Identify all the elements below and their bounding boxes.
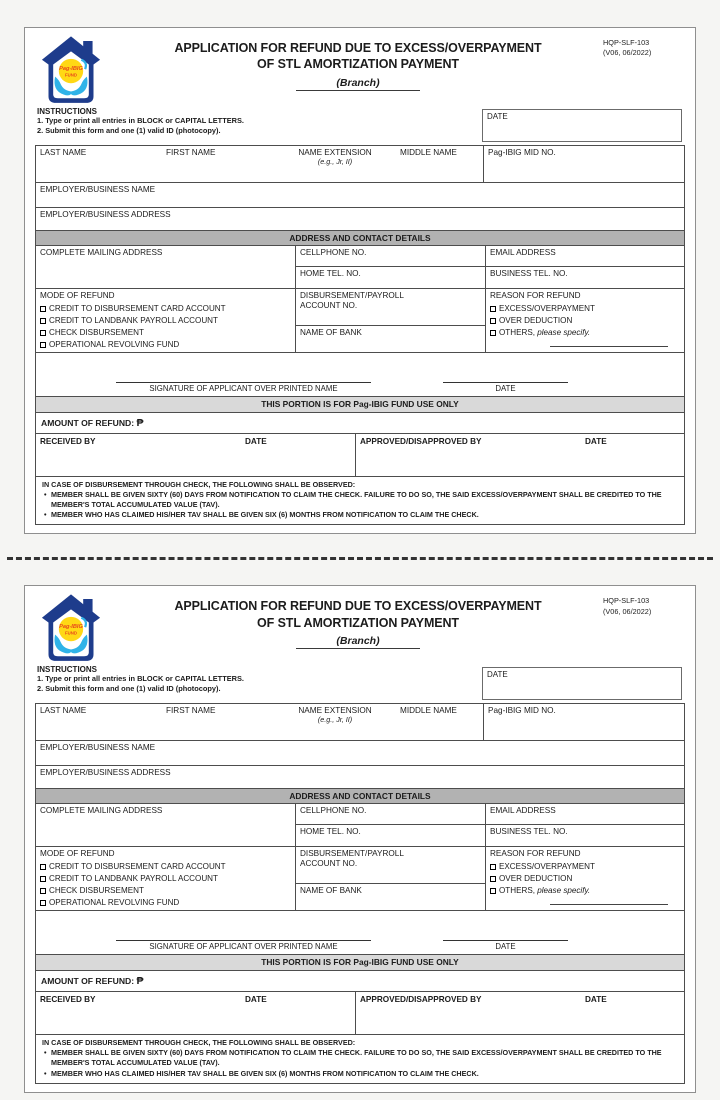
name-fields <box>36 146 483 182</box>
disbursement-account-label: DISBURSEMENT/PAYROLL ACCOUNT NO. <box>300 291 404 310</box>
form-code-version: (V06, 06/2022) <box>603 48 652 58</box>
mid-no-label: Pag-IBIG MID NO. <box>488 148 556 157</box>
form-header <box>35 593 685 664</box>
mailing-address-cell <box>36 246 295 288</box>
mode-option-check-disbursement: CHECK DISBURSEMENT <box>36 885 295 897</box>
approved-date-label: DATE <box>585 995 607 1005</box>
email-cell <box>485 246 684 288</box>
checkbox-icon <box>40 318 46 324</box>
check-notes <box>36 1034 684 1082</box>
received-cell <box>36 992 355 1034</box>
signature-row <box>36 352 684 396</box>
reason-option-others: OTHERS, please specify. <box>486 885 684 897</box>
mailing-address-label: COMPLETE MAILING ADDRESS <box>40 248 163 257</box>
peso-sign: ₱ <box>136 417 144 429</box>
contact-row <box>36 245 684 288</box>
form-title-line1: APPLICATION FOR REFUND DUE TO EXCESS/OVERPAYMENT <box>174 599 542 614</box>
note-item-2: • MEMBER WHO HAS CLAIMED HIS/HER TAV SHALL BE GIVEN SIX (6) MONTHS FROM NOTIFICATION TO CLAIM THE CHECK. <box>42 1069 678 1079</box>
form-card <box>24 585 696 1092</box>
cut-line <box>7 557 713 560</box>
signature-field <box>116 382 371 393</box>
applicant-table <box>35 703 685 1083</box>
name-row <box>36 146 684 182</box>
reason-for-refund-label: REASON FOR REFUND <box>490 291 581 300</box>
received-by-label: RECEIVED BY <box>40 437 96 446</box>
reason-cell <box>485 289 684 352</box>
others-specify-hint: please specify. <box>537 886 591 896</box>
phone-cell <box>295 246 485 288</box>
approved-cell <box>355 992 684 1034</box>
instruction-item-2: 2. Submit this form and one (1) valid ID (photocopy). <box>37 684 221 694</box>
date-box <box>482 109 682 142</box>
notes-list <box>42 1048 678 1078</box>
approved-date-label: DATE <box>585 437 607 446</box>
form-code-number: HQP-SLF-103 <box>603 596 650 606</box>
pag-ibig-logo <box>41 36 101 106</box>
business-tel-label: BUSINESS TEL. NO. <box>490 827 568 837</box>
signature-date-field <box>443 382 568 393</box>
instructions-row <box>35 665 685 700</box>
section-bar-official <box>36 396 684 412</box>
middle-name-label: MIDDLE NAME <box>400 706 457 716</box>
mid-no-label: Pag-IBIG MID NO. <box>488 706 556 716</box>
mid-no-cell <box>483 704 684 740</box>
form-title-line1: APPLICATION FOR REFUND DUE TO EXCESS/OVERPAYMENT <box>174 41 542 55</box>
logo-wordmark-sub: FUND <box>65 630 77 636</box>
approved-cell <box>355 434 684 476</box>
bank-cell <box>295 289 485 352</box>
mid-no-cell <box>483 146 684 182</box>
employer-address-row <box>36 207 684 230</box>
section-bar-official-label: THIS PORTION IS FOR Pag-IBIG FUND USE ONLY <box>36 955 684 970</box>
checkbox-icon <box>490 306 496 312</box>
check-notes <box>36 476 684 524</box>
reason-option-over-deduction: OVER DEDUCTION <box>486 315 684 327</box>
checkbox-icon <box>490 864 496 870</box>
mailing-address-label: COMPLETE MAILING ADDRESS <box>40 806 163 816</box>
signature-date-field <box>443 940 568 951</box>
date-label: DATE <box>487 112 508 121</box>
signature-date-label: DATE <box>495 942 516 952</box>
instruction-item-1: 1. Type or print all entries in BLOCK or CAPITAL LETTERS. <box>37 674 244 684</box>
mode-of-refund-cell <box>36 847 295 910</box>
approved-by-label: APPROVED/DISAPPROVED BY <box>360 437 482 446</box>
instructions-heading: INSTRUCTIONS <box>37 107 97 116</box>
received-cell <box>36 434 355 476</box>
mode-of-refund-label: MODE OF REFUND <box>40 291 115 300</box>
reason-option-excess: EXCESS/OVERPAYMENT <box>486 861 684 873</box>
mode-option-check-disbursement: CHECK DISBURSEMENT <box>36 327 295 339</box>
instructions-row <box>35 107 685 142</box>
name-of-bank-label: NAME OF BANK <box>300 328 362 337</box>
form-code-version: (V06, 06/2022) <box>603 606 652 616</box>
disbursement-account-label: DISBURSEMENT/PAYROLL ACCOUNT NO. <box>300 849 404 869</box>
others-specify-line <box>550 897 668 905</box>
form-code-number: HQP-SLF-103 <box>603 38 650 47</box>
mode-of-refund-label: MODE OF REFUND <box>40 849 115 859</box>
home-tel-label: HOME TEL. NO. <box>300 827 361 837</box>
name-extension-hint: (e.g., Jr, II) <box>317 715 353 725</box>
first-name-label: FIRST NAME <box>166 148 216 157</box>
logo-wordmark: Pag-IBIG <box>59 624 83 631</box>
approved-by-label: APPROVED/DISAPPROVED BY <box>360 995 482 1005</box>
signature-label: SIGNATURE OF APPLICANT OVER PRINTED NAME <box>149 942 338 952</box>
reason-option-others: OTHERS, please specify. <box>486 327 684 339</box>
note-item-1: • MEMBER SHALL BE GIVEN SIXTY (60) DAYS FROM NOTIFICATION TO CLAIM THE CHECK. FAILURE TO DO SO, THE SAID EXCESS/OVERPAYMENT SHALL BE CREDITED TO THE MEMBER'S TOTAL ACCUMULATED VALUE (TAV). <box>42 1048 678 1068</box>
mode-option-revolving-fund: OPERATIONAL REVOLVING FUND <box>36 897 295 909</box>
checkbox-icon <box>40 342 46 348</box>
cellphone-label: CELLPHONE NO. <box>296 246 485 267</box>
employer-address-label: EMPLOYER/BUSINESS ADDRESS <box>40 768 171 778</box>
employer-name-row <box>36 182 684 207</box>
email-label: EMAIL ADDRESS <box>486 246 684 267</box>
amount-row <box>36 412 684 433</box>
refund-row <box>36 846 684 910</box>
reason-for-refund-label: REASON FOR REFUND <box>490 849 581 859</box>
instruction-item-2: 2. Submit this form and one (1) valid ID (photocopy). <box>37 125 221 135</box>
mode-option-landbank-payroll: CREDIT TO LANDBANK PAYROLL ACCOUNT <box>36 873 295 885</box>
checkbox-icon <box>490 318 496 324</box>
email-label: EMAIL ADDRESS <box>486 804 684 825</box>
form-code <box>603 593 685 616</box>
signature-row <box>36 910 684 954</box>
home-tel-label: HOME TEL. NO. <box>300 269 361 278</box>
refund-row <box>36 288 684 352</box>
bank-cell <box>295 847 485 910</box>
mode-option-revolving-fund: OPERATIONAL REVOLVING FUND <box>36 339 295 351</box>
cellphone-label: CELLPHONE NO. <box>296 804 485 825</box>
last-name-label: LAST NAME <box>40 706 87 716</box>
date-box <box>482 667 682 700</box>
name-row <box>36 704 684 740</box>
middle-name-label: MIDDLE NAME <box>400 148 457 157</box>
section-bar-address <box>36 230 684 245</box>
logo-wordmark-sub: FUND <box>65 72 77 78</box>
form-title-line2: OF STL AMORTIZATION PAYMENT <box>257 615 459 630</box>
others-specify-hint: please specify. <box>537 327 591 337</box>
employer-name-row <box>36 740 684 765</box>
form-title-line2: OF STL AMORTIZATION PAYMENT <box>257 57 459 72</box>
reason-cell <box>485 847 684 910</box>
last-name-label: LAST NAME <box>40 148 87 157</box>
reason-option-excess: EXCESS/OVERPAYMENT <box>486 303 684 315</box>
name-extension-label: NAME EXTENSION (e.g., Jr, II) <box>274 146 396 182</box>
section-bar-official <box>36 954 684 970</box>
others-specify-line <box>550 339 668 347</box>
section-bar-address-label: ADDRESS AND CONTACT DETAILS <box>36 231 684 245</box>
logo-wordmark: Pag-IBIG <box>59 66 83 73</box>
mode-option-card-account: CREDIT TO DISBURSEMENT CARD ACCOUNT <box>36 861 295 873</box>
note-item-1: • MEMBER SHALL BE GIVEN SIXTY (60) DAYS FROM NOTIFICATION TO CLAIM THE CHECK. FAILURE TO DO SO, THE SAID EXCESS/OVERPAYMENT SHALL BE CREDITED TO THE MEMBER'S TOTAL ACCUMULATED VALUE (TAV). <box>42 490 678 510</box>
applicant-table <box>35 145 685 525</box>
amount-of-refund-label: AMOUNT OF REFUND: ₱ <box>41 975 144 988</box>
amount-of-refund-label: AMOUNT OF REFUND: ₱ <box>41 417 144 429</box>
received-row <box>36 991 684 1034</box>
branch-field: (Branch) <box>296 77 419 91</box>
mode-option-landbank-payroll: CREDIT TO LANDBANK PAYROLL ACCOUNT <box>36 315 295 327</box>
peso-sign: ₱ <box>136 975 144 988</box>
employer-name-label: EMPLOYER/BUSINESS NAME <box>40 743 156 753</box>
phone-cell <box>295 804 485 846</box>
name-of-bank-label: NAME OF BANK <box>300 886 362 896</box>
checkbox-icon <box>40 876 46 882</box>
form-card <box>24 27 696 534</box>
signature-field <box>116 940 371 951</box>
pag-ibig-logo <box>41 594 101 664</box>
employer-address-row <box>36 765 684 788</box>
checkbox-icon <box>490 330 496 336</box>
mailing-address-cell <box>36 804 295 846</box>
checkbox-icon <box>40 900 46 906</box>
notes-heading: IN CASE OF DISBURSEMENT THROUGH CHECK, THE FOLLOWING SHALL BE OBSERVED: <box>42 1038 356 1048</box>
section-bar-address-label: ADDRESS AND CONTACT DETAILS <box>36 789 684 803</box>
name-extension-label: NAME EXTENSION (e.g., Jr, II) <box>274 704 396 740</box>
received-date-label: DATE <box>245 995 267 1005</box>
section-bar-address <box>36 788 684 803</box>
instructions <box>35 665 482 700</box>
section-bar-official-label: THIS PORTION IS FOR Pag-IBIG FUND USE ONLY <box>36 397 684 412</box>
mode-of-refund-cell <box>36 289 295 352</box>
reason-option-over-deduction: OVER DEDUCTION <box>486 873 684 885</box>
instruction-item-1: 1. Type or print all entries in BLOCK or CAPITAL LETTERS. <box>37 116 244 125</box>
mode-option-card-account: CREDIT TO DISBURSEMENT CARD ACCOUNT <box>36 303 295 315</box>
employer-name-label: EMPLOYER/BUSINESS NAME <box>40 185 156 194</box>
checkbox-icon <box>40 888 46 894</box>
employer-address-label: EMPLOYER/BUSINESS ADDRESS <box>40 210 171 219</box>
date-label: DATE <box>487 670 508 680</box>
form-header <box>35 35 685 106</box>
branch-field: (Branch) <box>296 635 419 649</box>
note-item-2: • MEMBER WHO HAS CLAIMED HIS/HER TAV SHALL BE GIVEN SIX (6) MONTHS FROM NOTIFICATION TO CLAIM THE CHECK. <box>42 510 678 520</box>
checkbox-icon <box>490 888 496 894</box>
signature-date-label: DATE <box>495 384 516 393</box>
contact-row <box>36 803 684 846</box>
notes-list <box>42 490 678 520</box>
first-name-label: FIRST NAME <box>166 706 216 716</box>
checkbox-icon <box>490 876 496 882</box>
checkbox-icon <box>40 306 46 312</box>
instructions <box>35 107 482 142</box>
checkbox-icon <box>40 330 46 336</box>
received-by-label: RECEIVED BY <box>40 995 96 1005</box>
name-fields <box>36 704 483 740</box>
email-cell <box>485 804 684 846</box>
title-block <box>113 35 603 91</box>
received-date-label: DATE <box>245 437 267 446</box>
checkbox-icon <box>40 864 46 870</box>
received-row <box>36 433 684 476</box>
instructions-heading: INSTRUCTIONS <box>37 665 97 675</box>
business-tel-label: BUSINESS TEL. NO. <box>490 269 568 278</box>
notes-heading: IN CASE OF DISBURSEMENT THROUGH CHECK, THE FOLLOWING SHALL BE OBSERVED: <box>42 480 356 489</box>
signature-label: SIGNATURE OF APPLICANT OVER PRINTED NAME <box>149 384 338 393</box>
name-extension-hint: (e.g., Jr, II) <box>317 156 353 166</box>
title-block <box>113 593 603 649</box>
form-code <box>603 35 685 58</box>
amount-row <box>36 970 684 991</box>
